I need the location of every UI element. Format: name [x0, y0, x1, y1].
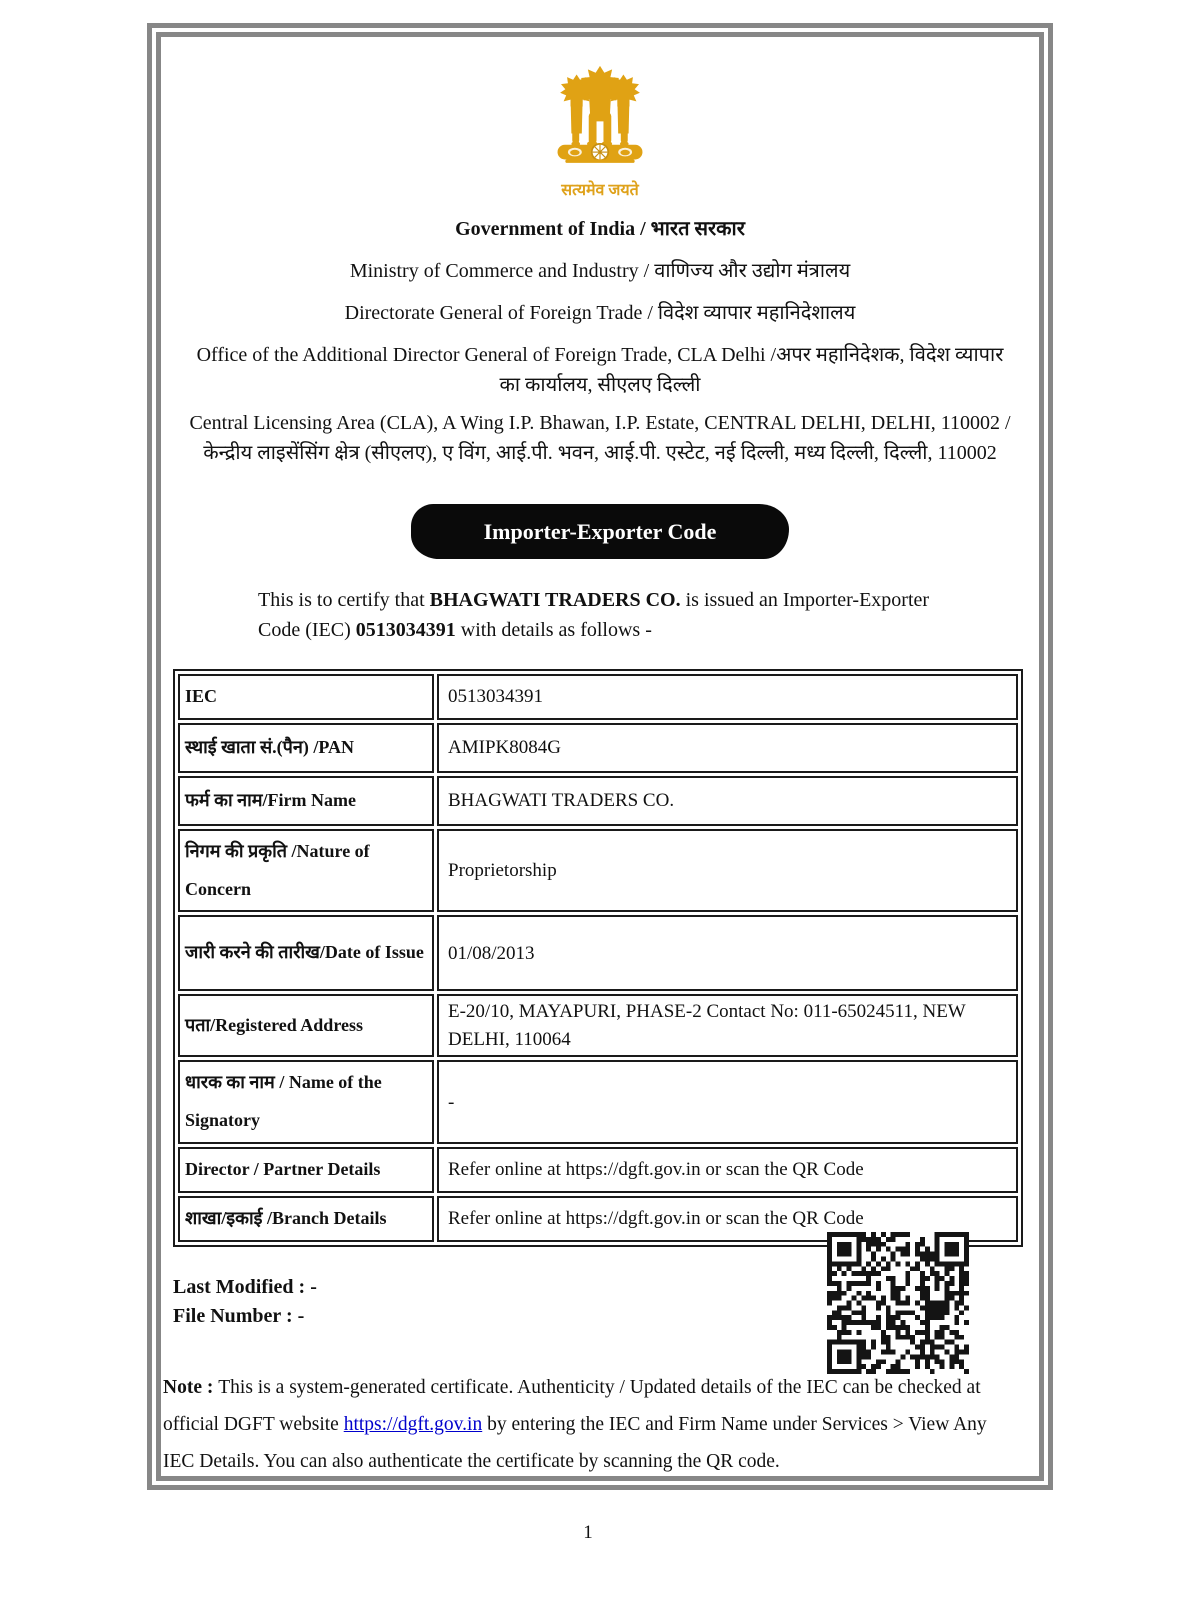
row-label: Director / Partner Details: [178, 1147, 434, 1193]
dgft-website-link[interactable]: https://dgft.gov.in: [343, 1414, 483, 1436]
certify-paragraph: [258, 585, 933, 645]
note-label: Note :: [163, 1377, 219, 1398]
certify-prefix: This is to certify that: [258, 589, 430, 611]
iec-details-table: [173, 669, 1023, 1247]
row-value: AMIPK8084G: [437, 723, 1018, 773]
table-row: [178, 1147, 1018, 1193]
certificate-border-frame-inner: [156, 32, 1044, 1481]
table-row: [178, 674, 1018, 720]
row-value: E-20/10, MAYAPURI, PHASE-2 Contact No: 011-65024511, NEW DELHI, 110064: [437, 994, 1018, 1057]
header-government-of-india: Government of India / भारत सरकार: [455, 218, 745, 240]
table-row: [178, 776, 1018, 826]
emblem-motto: सत्यमेव जयते: [561, 182, 639, 199]
banner-title: Importer-Exporter Code: [483, 518, 717, 544]
file-number: File Number : -: [173, 1304, 305, 1327]
national-emblem-icon: [548, 59, 652, 175]
row-label: शाखा/इकाई /Branch Details: [178, 1196, 434, 1242]
row-label: IEC: [178, 674, 434, 720]
importer-exporter-code-banner: [411, 504, 789, 559]
table-row: [178, 829, 1018, 913]
certify-iec-number: 0513034391: [355, 619, 456, 641]
header-office: Office of the Additional Director General of Foreign Trade, CLA Delhi /अपर महानिदेशक, विदेश व्यापार का कार्यालय, सीएलए दिल्ली: [196, 344, 1004, 396]
last-modified: Last Modified : -: [173, 1275, 317, 1298]
row-label: फर्म का नाम/Firm Name: [178, 776, 434, 826]
row-value: Refer online at https://dgft.gov.in or scan the QR Code: [437, 1147, 1018, 1193]
table-row: [178, 994, 1018, 1057]
row-label: पता/Registered Address: [178, 994, 434, 1057]
row-value: Refer online at https://dgft.gov.in or scan the QR Code: [437, 1196, 1018, 1242]
certify-suffix: with details as follows -: [455, 619, 652, 641]
qr-code: [827, 1232, 969, 1374]
emblem-block: [173, 59, 1027, 200]
table-row: [178, 723, 1018, 773]
header-ministry: Ministry of Commerce and Industry / वाणिज्य और उद्योग मंत्रालय: [349, 260, 851, 282]
certify-firm-name: BHAGWATI TRADERS CO.: [429, 589, 681, 611]
note-paragraph: [163, 1369, 1021, 1476]
row-value: BHAGWATI TRADERS CO.: [437, 776, 1018, 826]
row-label: धारक का नाम / Name of the Signatory: [178, 1060, 434, 1144]
row-label: निगम की प्रकृति /Nature of Concern: [178, 829, 434, 913]
table-row: [178, 915, 1018, 991]
header-office-address: Central Licensing Area (CLA), A Wing I.P. Bhawan, I.P. Estate, CENTRAL DELHI, DELHI, 110002 / केन्द्रीय लाइसेंसिंग क्षेत्र (सीएलए), ए विंग, आई.पी. भवन, आई.पी. एस्टेट, नई दिल्ली, मध्य दिल्ली, दिल्ली, 110002: [189, 412, 1011, 464]
certify-middle: is issued an Importer-Exporter Code (IEC): [258, 589, 930, 641]
note-text-before-link: This is a system-generated certificate. Authenticity / Updated details of the IEC can be checked at official DGFT website: [163, 1377, 981, 1436]
row-value: 01/08/2013: [437, 915, 1018, 991]
certificate-border-frame: [147, 23, 1053, 1490]
header-directorate: Directorate General of Foreign Trade / विदेश व्यापार महानिदेशालय: [344, 302, 856, 324]
row-value: Proprietorship: [437, 829, 1018, 913]
row-label: स्थाई खाता सं.(पैन) /PAN: [178, 723, 434, 773]
page-number: 1: [583, 1522, 593, 1543]
row-value: -: [437, 1060, 1018, 1144]
note-text-after-link: by entering the IEC and Firm Name under Services > View Any IEC Details. You can also authenticate the certificate by scanning the QR code.: [163, 1414, 987, 1473]
row-label: जारी करने की तारीख/Date of Issue: [178, 915, 434, 991]
table-row: [178, 1060, 1018, 1144]
certificate-content: [161, 37, 1039, 1476]
row-value: 0513034391: [437, 674, 1018, 720]
